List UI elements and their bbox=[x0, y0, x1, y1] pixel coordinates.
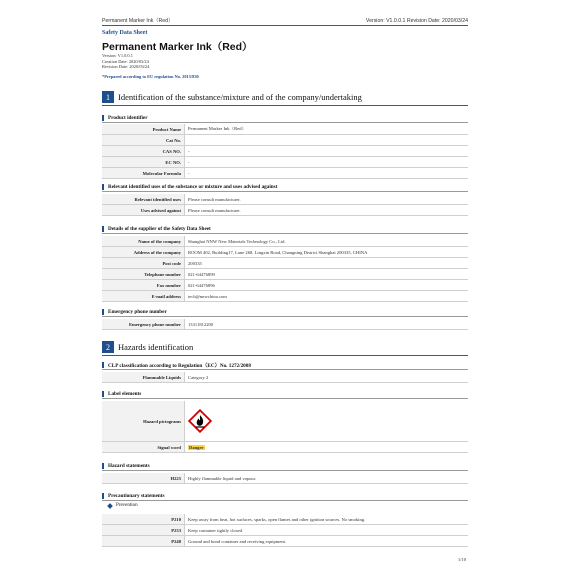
subhead-marker bbox=[102, 493, 104, 499]
table-row bbox=[102, 372, 468, 383]
row-key: H225 bbox=[102, 473, 185, 484]
row-value: Keep away from heat, hot surfaces, sparks, open flames and other ignition sources. No smoking. bbox=[185, 514, 469, 525]
row-key: Product Name bbox=[102, 124, 185, 135]
table-row bbox=[102, 291, 468, 302]
subhead-marker bbox=[102, 391, 104, 397]
clp-table bbox=[102, 372, 468, 383]
row-key: Molecular Formula bbox=[102, 168, 185, 179]
section-title: Identification of the substance/mixture and of the company/undertaking bbox=[118, 92, 362, 102]
row-value: tech@nnwchina.com bbox=[185, 291, 469, 302]
subhead-precautionary bbox=[102, 492, 468, 501]
row-value: 200335 bbox=[185, 258, 469, 269]
creation-line: Creation Date: 2020/03/24 bbox=[102, 58, 149, 64]
subhead-label: Emergency phone number bbox=[108, 309, 167, 315]
subhead-marker bbox=[102, 115, 104, 121]
table-row bbox=[102, 525, 468, 536]
table-row bbox=[102, 514, 468, 525]
row-value: - bbox=[185, 146, 469, 157]
row-value: - bbox=[185, 168, 469, 179]
subhead-label: Hazard statements bbox=[108, 463, 150, 469]
row-value: Shanghai NNW New Materials Technology Co., Ltd. bbox=[185, 236, 469, 247]
section-1-header bbox=[102, 89, 468, 106]
product-identifier-table bbox=[102, 124, 468, 179]
subhead-product-identifier bbox=[102, 114, 468, 123]
sds-label: Safety Data Sheet bbox=[102, 30, 148, 36]
row-key: Flammable Liquids bbox=[102, 372, 185, 383]
section-number: 2 bbox=[102, 341, 114, 353]
table-row bbox=[102, 124, 468, 135]
row-value: 021-64476899 bbox=[185, 269, 469, 280]
table-row bbox=[102, 247, 468, 258]
row-key: P210 bbox=[102, 514, 185, 525]
subhead-marker bbox=[102, 184, 104, 190]
precautionary-table bbox=[102, 514, 468, 547]
table-row bbox=[102, 536, 468, 547]
subhead-label: Relevant identified uses of the substance or mixture and uses advised against bbox=[108, 184, 278, 190]
subhead-hazard-statements bbox=[102, 462, 468, 471]
subhead-label: CLP classification according to Regulation（EC）No. 1272/2008 bbox=[108, 362, 251, 369]
diamond-bullet-icon bbox=[107, 503, 113, 509]
pictogram-label: Hazard pictograms bbox=[102, 401, 185, 442]
subhead-label: Label elements bbox=[108, 391, 142, 397]
subhead-label: Details of the supplier of the Safety Data Sheet bbox=[108, 226, 211, 232]
table-row bbox=[102, 168, 468, 179]
row-value: Keep container tightly closed. bbox=[185, 525, 469, 536]
subhead-supplier bbox=[102, 225, 468, 234]
row-key: Fax number bbox=[102, 280, 185, 291]
subhead-uses bbox=[102, 183, 468, 192]
prevention-label bbox=[108, 503, 138, 508]
row-key: Cat No. bbox=[102, 135, 185, 146]
hazard-statements-table bbox=[102, 473, 468, 484]
table-row bbox=[102, 236, 468, 247]
subhead-label: Product identifier bbox=[108, 115, 148, 121]
header-product: Permanent Marker Ink（Red） bbox=[102, 18, 174, 24]
row-key: Name of the company bbox=[102, 236, 185, 247]
row-key: Emergency phone number bbox=[102, 319, 185, 330]
header-version: Version: V1.0.0.1 Revision Date: 2020/03/24 bbox=[365, 18, 468, 24]
row-key: CAS NO. bbox=[102, 146, 185, 157]
signal-word-value: Danger bbox=[189, 444, 204, 450]
pictogram-cell bbox=[185, 401, 469, 442]
table-row bbox=[102, 146, 468, 157]
table-row bbox=[102, 205, 468, 216]
row-key: Telephone number bbox=[102, 269, 185, 280]
subhead-emergency bbox=[102, 308, 468, 317]
subhead-marker bbox=[102, 463, 104, 469]
table-row bbox=[102, 194, 468, 205]
prevention-text: Prevention bbox=[116, 503, 138, 508]
section-title: Hazards identification bbox=[118, 342, 194, 352]
row-value: Please consult manufacturer. bbox=[185, 205, 469, 216]
revision-line: Revision Date: 2020/03/24 bbox=[102, 64, 150, 70]
row-value: Ground and bond container and receiving equipment. bbox=[185, 536, 469, 547]
row-key: EC NO. bbox=[102, 157, 185, 168]
table-row bbox=[102, 258, 468, 269]
supplier-table bbox=[102, 236, 468, 302]
row-key: Relevant identified uses bbox=[102, 194, 185, 205]
section-number: 1 bbox=[102, 91, 114, 103]
subhead-marker bbox=[102, 226, 104, 232]
label-elements-table bbox=[102, 401, 468, 453]
row-value: 021-64476896 bbox=[185, 280, 469, 291]
signal-word-label: Signal word bbox=[102, 442, 185, 453]
table-row bbox=[102, 135, 468, 146]
row-key: P240 bbox=[102, 536, 185, 547]
subhead-label: Precautionary statements bbox=[108, 493, 165, 499]
row-value: Permanent Marker Ink（Red） bbox=[185, 124, 469, 135]
row-value: - bbox=[185, 157, 469, 168]
subhead-label-elements bbox=[102, 390, 468, 399]
table-row bbox=[102, 269, 468, 280]
subhead-marker bbox=[102, 309, 104, 315]
pictogram-row bbox=[102, 401, 468, 442]
row-value: Please consult manufacturer. bbox=[185, 194, 469, 205]
row-value: Highly flammable liquid and vapour. bbox=[185, 473, 469, 484]
version-line: Version: V1.0.0.1 bbox=[102, 53, 133, 58]
running-header bbox=[102, 14, 468, 26]
table-row bbox=[102, 473, 468, 484]
row-key: E-mail address bbox=[102, 291, 185, 302]
uses-table bbox=[102, 194, 468, 216]
subhead-marker bbox=[102, 362, 104, 368]
subhead-clp bbox=[102, 361, 468, 370]
document-title: Permanent Marker Ink（Red） bbox=[102, 41, 253, 53]
table-row bbox=[102, 280, 468, 291]
document-meta bbox=[102, 53, 149, 70]
table-row bbox=[102, 157, 468, 168]
emergency-table bbox=[102, 319, 468, 330]
table-row bbox=[102, 319, 468, 330]
row-key: Uses advised against bbox=[102, 205, 185, 216]
page-number: 1/10 bbox=[457, 557, 466, 562]
flame-icon bbox=[188, 409, 212, 433]
row-value: ROOM 402, Building17, Lane 268, Lingxin Road, Changning District Shanghai 200335, CHINA bbox=[185, 247, 469, 258]
row-key: Address of the company bbox=[102, 247, 185, 258]
row-value bbox=[185, 135, 469, 146]
section-2-header bbox=[102, 339, 468, 356]
row-value: 13311812200 bbox=[185, 319, 469, 330]
signal-word-cell bbox=[185, 442, 469, 453]
signal-word-row bbox=[102, 442, 468, 453]
row-key: P233 bbox=[102, 525, 185, 536]
row-value: Category 2 bbox=[185, 372, 469, 383]
prepared-note: *Prepared according to EU regulation No. 2015/830 bbox=[102, 74, 199, 79]
row-key: Post code bbox=[102, 258, 185, 269]
